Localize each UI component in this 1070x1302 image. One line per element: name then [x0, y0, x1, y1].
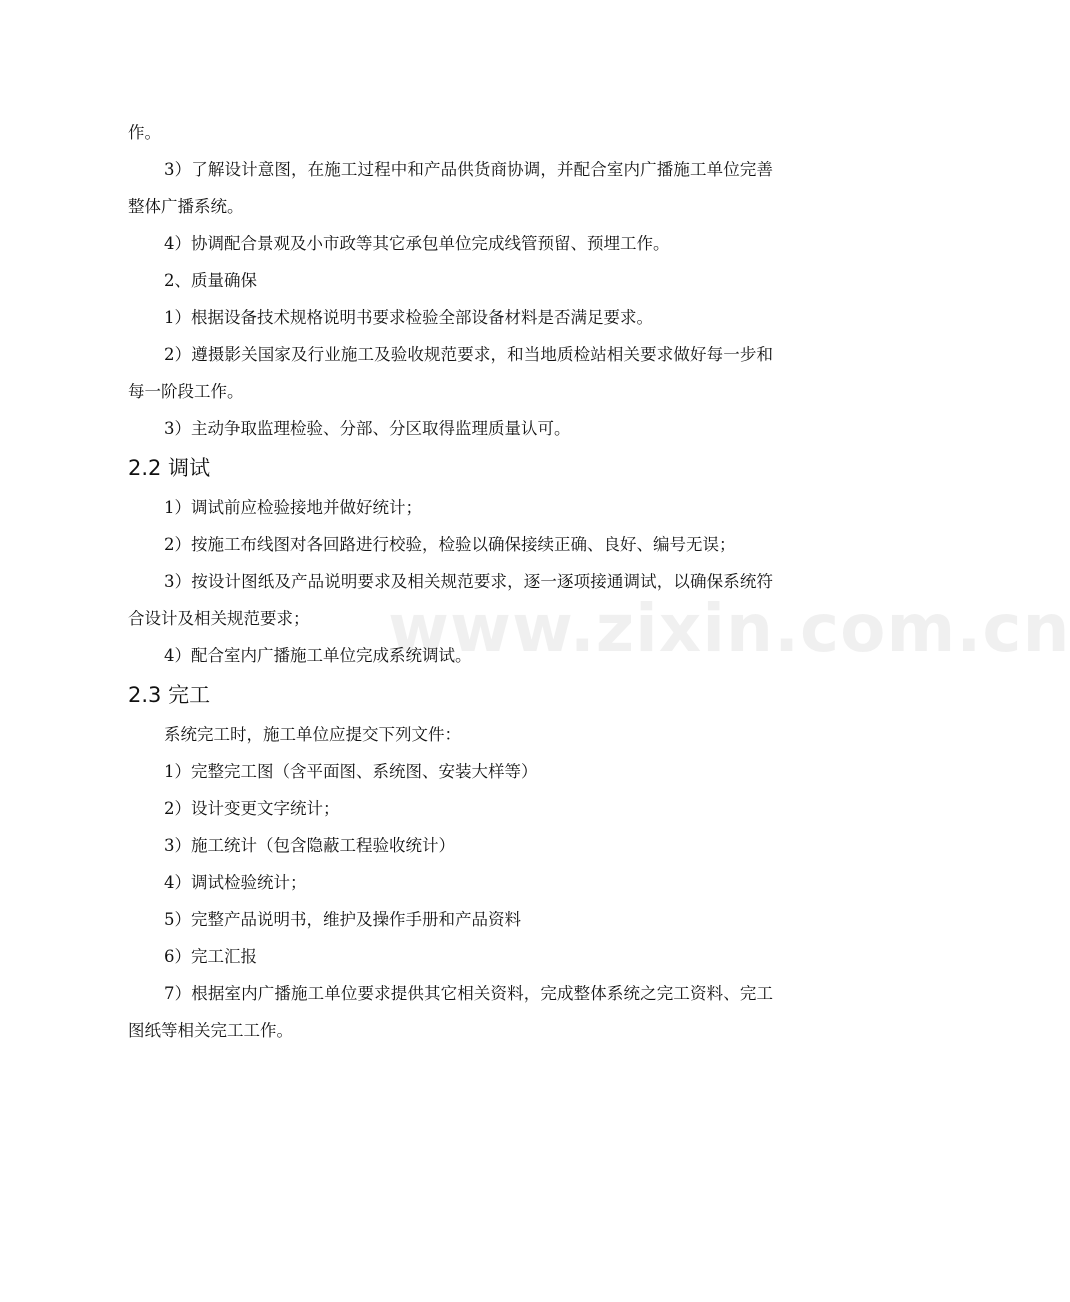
- completion-item-7: 7）根据室内广播施工单位要求提供其它相关资料，完成整体系统之完工资料、完工图纸等相关完工工作。: [128, 984, 773, 1040]
- completion-item-5: 5）完整产品说明书，维护及操作手册和产品资料: [164, 910, 521, 929]
- watermark-text: www.zixin.com.cn: [388, 590, 1070, 667]
- completion-item-4: 4）调试检验统计；: [164, 873, 307, 892]
- debug-item-4: 4）配合室内广播施工单位完成系统调试。: [164, 646, 472, 665]
- section-heading-debugging: 2.2 调试: [128, 456, 211, 480]
- quality-item-1: 1）根据设备技术规格说明书要求检验全部设备材料是否满足要求。: [164, 308, 653, 327]
- debug-item-1: 1）调试前应检验接地并做好统计；: [164, 498, 422, 517]
- debug-item-2: 2）按施工布线图对各回路进行校验，检验以确保接续正确、良好、编号无误；: [164, 535, 736, 554]
- paragraph-coordinate: 4）协调配合景观及小市政等其它承包单位完成线管预留、预埋工作。: [164, 234, 670, 253]
- completion-item-6: 6）完工汇报: [164, 947, 257, 966]
- debug-item-3: 3）按设计图纸及产品说明要求及相关规范要求，逐一逐项接通调试，以确保系统符合设计及相关规范要求；: [128, 572, 773, 628]
- paragraph-continuation: 作。: [128, 123, 161, 142]
- completion-item-2: 2）设计变更文字统计；: [164, 799, 340, 818]
- completion-item-1: 1）完整完工图（含平面图、系统图、安装大样等）: [164, 762, 538, 781]
- quality-item-2: 2）遵摄影关国家及行业施工及验收规范要求，和当地质检站相关要求做好每一步和每一阶段工作。: [128, 345, 773, 401]
- section-heading-completion: 2.3 完工: [128, 683, 211, 707]
- quality-section-title: 2、质量确保: [164, 271, 257, 290]
- document-body: [128, 114, 773, 1049]
- paragraph-design-intent: 3）了解设计意图，在施工过程中和产品供货商协调，并配合室内广播施工单位完善整体广播系统。: [128, 160, 773, 216]
- quality-item-3: 3）主动争取监理检验、分部、分区取得监理质量认可。: [164, 419, 571, 438]
- completion-item-3: 3）施工统计（包含隐蔽工程验收统计）: [164, 836, 455, 855]
- completion-intro: 系统完工时，施工单位应提交下列文件：: [164, 725, 461, 744]
